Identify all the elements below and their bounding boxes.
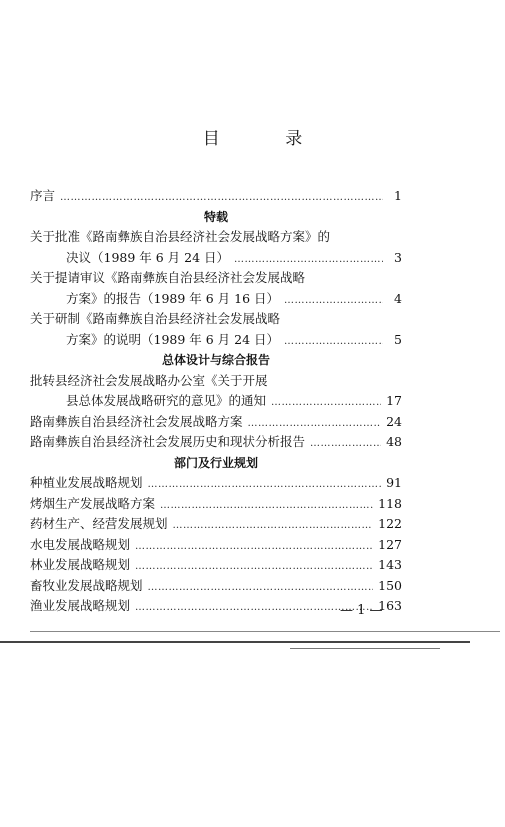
page-title: 目 录 bbox=[202, 129, 333, 149]
toc-entry-text: 决议（1989 年 6 月 24 日） bbox=[66, 249, 230, 265]
toc-dot-leader bbox=[135, 537, 373, 558]
toc-page-number: 3 bbox=[394, 249, 402, 265]
divider-line bbox=[0, 641, 470, 643]
toc-page-number: 163 bbox=[378, 598, 402, 613]
toc-entry bbox=[30, 248, 402, 269]
toc-dot-leader bbox=[148, 475, 382, 496]
toc-entry-text: 序言 bbox=[30, 188, 56, 203]
toc-section-heading: 特载 bbox=[203, 209, 228, 224]
toc-page-number: 118 bbox=[378, 495, 402, 511]
toc-dot-leader bbox=[271, 393, 381, 414]
toc-entry-text: 路南彝族自治县经济社会发展历史和现状分析报告 bbox=[30, 434, 306, 449]
toc-entry bbox=[30, 330, 402, 351]
divider-line bbox=[290, 648, 440, 649]
toc-entry-text: 关于提请审议《路南彝族自治县经济社会发展战略 bbox=[30, 270, 306, 285]
toc-entry-text: 关于批准《路南彝族自治县经济社会发展战略方案》的 bbox=[30, 229, 331, 244]
toc-entry-title-line bbox=[30, 309, 402, 330]
toc-page-number: 150 bbox=[378, 577, 402, 593]
divider-line bbox=[30, 631, 500, 632]
toc-entry bbox=[30, 535, 402, 556]
toc-dot-leader bbox=[173, 516, 374, 537]
toc-dot-leader bbox=[310, 434, 381, 455]
toc-dot-leader bbox=[284, 332, 383, 353]
toc-entry bbox=[30, 391, 402, 412]
toc-entry-text: 批转县经济社会发展战略办公室《关于开展 bbox=[30, 372, 268, 388]
toc-entry bbox=[30, 289, 402, 310]
toc-page-number: 17 bbox=[386, 393, 402, 408]
toc-entry-title-line bbox=[30, 268, 402, 289]
toc-page-number: 48 bbox=[386, 434, 402, 449]
page-number: — 1 — bbox=[340, 603, 383, 618]
toc-entry-text: 渔业发展战略规划 bbox=[30, 598, 131, 613]
toc-entry bbox=[30, 494, 402, 515]
toc-page-number: 24 bbox=[386, 413, 402, 429]
toc-dot-leader bbox=[148, 578, 374, 599]
toc-entry-title-line bbox=[30, 371, 402, 392]
toc-entry-text: 关于研制《路南彝族自治县经济社会发展战略 bbox=[30, 311, 281, 326]
toc-entry-text: 方案》的说明（1989 年 6 月 24 日） bbox=[66, 331, 280, 347]
toc-entry bbox=[30, 186, 402, 207]
toc-dot-leader bbox=[284, 291, 383, 312]
toc-page-number: 91 bbox=[386, 475, 402, 490]
toc-section-heading: 部门及行业规划 bbox=[173, 455, 258, 470]
toc-entry bbox=[30, 412, 402, 433]
toc-dot-leader bbox=[60, 188, 383, 209]
toc-dot-leader bbox=[234, 250, 383, 271]
toc-entry-text: 畜牧业发展战略规划 bbox=[30, 577, 143, 593]
toc-entry-text: 种植业发展战略规划 bbox=[30, 475, 143, 490]
toc-dot-leader bbox=[160, 496, 373, 517]
table-of-contents bbox=[30, 186, 402, 617]
toc-entry-title-line bbox=[30, 227, 402, 248]
toc-page-number: 143 bbox=[378, 557, 402, 572]
toc-entry-text: 路南彝族自治县经济社会发展战略方案 bbox=[30, 413, 243, 429]
toc-entry bbox=[30, 432, 402, 453]
toc-page-number: 122 bbox=[378, 516, 402, 531]
toc-entry-text: 林业发展战略规划 bbox=[30, 557, 131, 572]
toc-entry bbox=[30, 514, 402, 535]
toc-entry bbox=[30, 473, 402, 494]
toc-entry-text: 药材生产、经营发展规划 bbox=[30, 516, 168, 531]
toc-entry bbox=[30, 555, 402, 576]
toc-entry-text: 县总体发展战略研究的意见》的通知 bbox=[66, 393, 267, 408]
toc-page-number: 5 bbox=[394, 331, 402, 347]
toc-page-number: 127 bbox=[378, 536, 402, 552]
toc-section-heading: 总体设计与综合报告 bbox=[161, 353, 270, 367]
toc-entry-text: 水电发展战略规划 bbox=[30, 536, 131, 552]
toc-page-number: 4 bbox=[394, 290, 402, 306]
toc-entry-text: 烤烟生产发展战略方案 bbox=[30, 495, 156, 511]
toc-dot-leader bbox=[248, 414, 382, 435]
toc-entry-text: 方案》的报告（1989 年 6 月 16 日） bbox=[66, 290, 280, 306]
toc-page-number: 1 bbox=[394, 188, 402, 203]
toc-dot-leader bbox=[135, 598, 373, 619]
toc-entry bbox=[30, 576, 402, 597]
toc-dot-leader bbox=[135, 557, 373, 578]
